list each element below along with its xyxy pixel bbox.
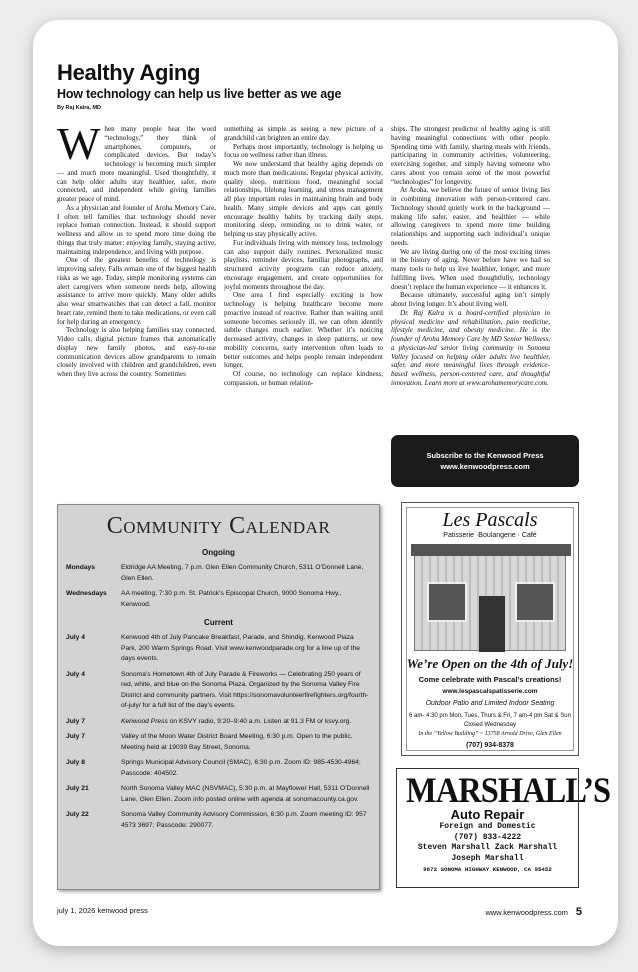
article-paragraph: Perhaps most importantly, technology is helping us focus on wellness rather than illness.: [224, 142, 383, 160]
article-column-3: [391, 125, 550, 437]
window-shape: [427, 582, 467, 622]
newspaper-page: [33, 20, 618, 946]
shop-address: 9672 SONOMA HIGHWAY KENWOOD, CA 95452: [423, 866, 552, 873]
open-headline: We’re Open on the 4th of July!: [406, 656, 574, 671]
article-paragraph: We are living during one of the most exciting times in the history of aging. Never before have we had so many tools to help us live healthier, longer, and more fulfilling lives. When used thoughtfully, technology doesn’t replace the human experience — it enhances it.: [391, 247, 550, 291]
event-date: July 4: [66, 670, 85, 678]
article-paragraph: ships. The strongest predictor of healthy aging is still having meaningful connections with other people. Spending time with family, sharing meals with friends, participating in community activities, volunteering, exercising together, and simply having someone who cares about you remain some of the most powerful “technologies” for longevity.: [391, 125, 550, 186]
article-paragraph: something as simple as seeing a new picture of a grandchild can brighten an entire day.: [224, 125, 383, 142]
shop-type: Foreign and Domestic: [439, 822, 536, 831]
event-text: [121, 717, 371, 728]
article-column-1: [57, 125, 216, 517]
article-paragraph: Technology is also helping families stay connected. Video calls, digital picture frames that automatically display new family photos, and easy-to-use communication devices allow grandparents to remain closely involved with children and grandchildren, even when they live across the country. Sometimes: [57, 326, 216, 378]
author-bio: Dr. Raj Kalra is a board-certified physician in physical medicine and rehabilitation, pain medicine, lifestyle medicine, and obesity medicine. He is the founder of Aroha Memory Care by MD Senior Wellness, a physician-led senior living community in Sonoma Valley focused on helping older adults live healthier, safer, and more meaningful lives through evidence-based wellness, person-centered care, and thoughtful innovation. Learn more at www.arohamemorycare.com.: [391, 308, 550, 387]
bakery-url[interactable]: www.lespascalspatisserie.com: [442, 688, 538, 695]
event-date: Wednesdays: [66, 590, 107, 597]
calendar-section-current: Current: [204, 618, 233, 627]
article-paragraph: hen many people hear the word “technology,” they think of smartphones, computers, or complicated devices. But today’s technology is becoming much simpler — and much more meaningful. Used thoughtfully, it can help older adults stay healthier, safer, more connected, and independent while giving families greater peace of mind.: [57, 125, 216, 203]
article-paragraph: One area I find especially exciting is how technology is helping healthcare become more proactive instead of reactive. Rather than waiting until someone becomes seriously ill, we can often identify subtle changes much earlier. Whether it’s noticing decreased activity, changes in sleep patterns, or new mobility concerns, early intervention often leads to better outcomes and helps people remain independent longer.: [224, 291, 383, 370]
calendar-event: [58, 758, 379, 779]
event-text: Eldridge AA Meeting, 7 p.m. Glen Ellen Community Church, 5311 O’Donnell Lane, Glen Ellen.: [121, 564, 364, 582]
bakery-phone: (707) 934-8378: [466, 742, 514, 749]
footer-date: july 1, 2026 kenwood press: [57, 906, 148, 915]
window-shape: [515, 582, 555, 622]
article-paragraph: At Aroha, we believe the future of senior living lies in combining innovation with person-centered care. Technology should quietly work in the background — making life safer, easier, and healthier — while allowing caregivers to spend more time building relationships and supporting each individual’s unique needs.: [391, 186, 550, 247]
shop-people: Joseph Marshall: [451, 853, 524, 863]
article-header: [57, 60, 597, 111]
celebrate-text: Come celebrate with Pascal’s creations!: [418, 675, 562, 684]
event-date: Mondays: [66, 564, 95, 571]
event-text-rest: on KSVY radio, 9:20–9:40 a.m. Listen at 91.3 FM or ksvy.org.: [167, 717, 352, 725]
article-subtitle: How technology can help us live better as we age: [57, 87, 342, 101]
calendar-event: [58, 633, 379, 665]
page-number: 5: [575, 906, 582, 918]
calendar-section-ongoing: Ongoing: [202, 548, 235, 557]
subscribe-url[interactable]: www.kenwoodpress.com: [440, 462, 530, 471]
storefront-illustration: [414, 551, 566, 651]
calendar-event: [58, 810, 379, 831]
calendar-title: Community Calendar: [106, 513, 331, 539]
calendar-event: [58, 784, 379, 805]
subscribe-line: Subscribe to the Kenwood Press: [426, 451, 544, 460]
calendar-event: [58, 732, 379, 753]
calendar-event: [58, 589, 379, 610]
event-date: July 7: [66, 733, 85, 740]
event-text: Sonoma Valley Community Advisory Commission, 6:30 p.m. Zoom meeting ID: 957 4573 3697; Passcode: 290077.: [121, 811, 367, 829]
event-text: Kenwood 4th of July Pancake Breakfast, Parade, and Shindig. Kenwood Plaza Park, 200 Warm Springs Road. Visit www.kenwoodparade.org for a line up of the days events.: [121, 634, 361, 662]
seating-info: Outdoor Patio and Limited Indoor Seating: [425, 700, 555, 707]
calendar-ongoing-list: [58, 563, 379, 610]
article-byline: By Raj Kalra, MD: [57, 105, 102, 111]
bakery-address: In the “Yellow Building” ~ 13758 Arnold Drive, Glen Ellen: [418, 731, 562, 737]
article-paragraph: One of the greatest benefits of technology is improving safety. Falls remain one of the biggest health risks as we age. Today, simple monitoring systems can alert caregivers when someone needs help, allowing assistance to arrive more quickly. Many older adults also wear smartwatches that can detect a fall, monitor heart rate, remind them to take medications, or even call for help during an emergency.: [57, 256, 216, 326]
calendar-current-list: [58, 633, 379, 831]
les-pascals-ad[interactable]: [401, 502, 579, 756]
page-footer: [57, 906, 582, 918]
footer-url[interactable]: www.kenwoodpress.com: [485, 908, 568, 917]
event-date: July 4: [66, 634, 85, 641]
event-date: July 22: [66, 811, 89, 818]
article-paragraph: Because ultimately, successful aging isn’t simply about living longer. It’s about living well.: [391, 291, 550, 308]
footer-right: [485, 906, 582, 918]
shop-people: Steven Marshall Zack Marshall: [417, 843, 558, 852]
article-paragraph: For individuals living with memory loss, technology can also support daily routines. Personalized music playlists, reminder devices, familiar photographs, and structured activity programs can reduce anxiety, encourage engagement, and create opportunities for joyful moments throughout the day.: [224, 238, 383, 291]
article-title: Healthy Aging: [57, 60, 201, 85]
shop-name: MARSHALL’S: [406, 770, 611, 810]
event-text: AA meeting, 7:30 p.m. St. Patrick’s Episcopal Church, 9000 Sonoma Hwy., Kenwood.: [121, 590, 342, 608]
event-text: Sonoma’s Hometown 4th of July Parade & Fireworks — Celebrating 250 years of red, white, and blue on the Sonoma Plaza. Organized by the Sonoma Valley Fire District and community partners. Visit https://sonomavolunteerfirefighters.org/fourth-of-july/ for a full list of the day’s events.: [121, 670, 369, 709]
bakery-name: Les Pascals: [442, 509, 538, 531]
article-paragraph: As a physician and founder of Aroha Memory Care, I often tell families that technology should never replace human connection. Instead, it should support wellness and allow us to spend more time doing the things that truly matter: enjoying family, staying active, maintaining independence, and living with purpose.: [57, 203, 216, 256]
bakery-tagline: Patisserie ·Boulangerie · Café: [443, 532, 537, 539]
event-text: North Sonoma Valley MAC (NSVMAC), 5:30 p.m. at Mayflower Hall, 5311 O’Donnell Lane, Glen Ellen. Zoom info posted online with agenda at sonomacounty.ca.gov.: [121, 785, 370, 803]
shop-service: Auto Repair: [450, 807, 525, 822]
shop-phone: (707) 833-4222: [453, 832, 522, 842]
event-date: July 7: [66, 717, 85, 725]
event-date: July 8: [66, 759, 85, 766]
calendar-event: [58, 670, 379, 712]
article-column-2: [224, 125, 383, 517]
publication-name: Kenwood Press: [121, 717, 168, 725]
subscribe-banner[interactable]: [391, 435, 579, 487]
marshalls-auto-ad[interactable]: [396, 768, 611, 888]
event-text: Springs Municipal Advisory Council (SMAC), 6:30 p.m. Zoom ID: 985-4530-4964; Passcode: 404502.: [121, 759, 361, 777]
door-shape: [479, 596, 505, 652]
drop-cap: W: [57, 125, 101, 169]
article-paragraph: Of course, no technology can replace kindness, compassion, or human relation-: [224, 370, 383, 387]
calendar-event: [58, 717, 379, 728]
article-paragraph: We now understand that healthy aging depends on much more than medications. Regular physical activity, quality sleep, nutritious food, meaningful social relationships, lifelong learning, and stress management all play important roles in maintaining brain and body health. Many simple devices and apps can gently encourage healthy habits by tracking daily steps, monitoring sleep, reminding us to drink water, or helping us stay physically active.: [224, 160, 383, 238]
hours-info: 6 am- 4:30 pm Mon, Tues, Thurs & Fri, 7 am-4 pm Sat & Sun Closed Wednesday: [409, 713, 571, 728]
event-date: July 21: [66, 785, 89, 792]
roof-shape: [411, 544, 571, 556]
community-calendar: [57, 504, 380, 890]
calendar-event: [58, 563, 379, 584]
event-text: Valley of the Moon Water District Board Meeting, 6:30 p.m. Open to the public. Meeting held at 19039 Bay Street, Sonoma.: [121, 733, 353, 751]
